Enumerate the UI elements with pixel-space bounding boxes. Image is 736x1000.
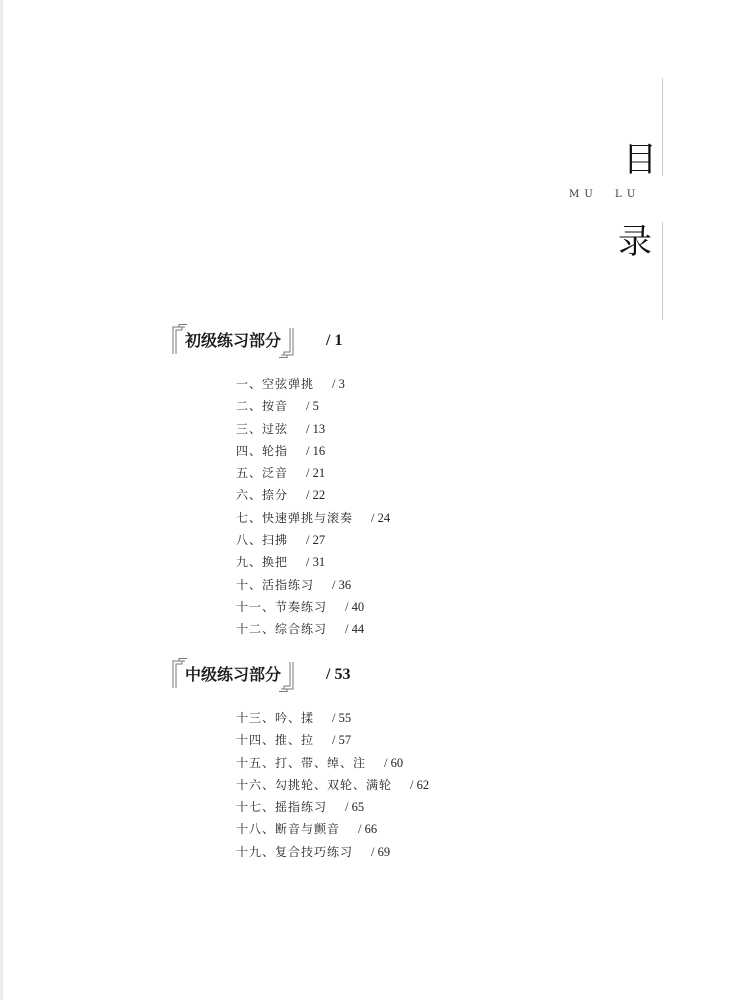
toc-entry[interactable] [236,796,429,818]
toc-entry-page: / 62 [410,777,430,792]
toc-entry-page: / 65 [345,800,365,815]
toc-entry-page: / 60 [384,755,404,770]
toc-entry-page: / 21 [306,466,326,481]
toc-entry-label: 七、快速弹挑与滚奏 [236,510,354,525]
toc-entry[interactable] [236,418,390,440]
toc-entry[interactable] [236,752,429,774]
toc-entry-page: / 24 [371,510,391,525]
toc-list-intermediate [236,707,429,863]
toc-entry-label: 六、捺分 [236,488,289,503]
toc-entry[interactable] [236,395,390,417]
toc-entry-page: / 36 [332,577,352,592]
toc-entry[interactable] [236,574,390,596]
toc-entry[interactable] [236,529,390,551]
book-page [3,0,736,1000]
toc-entry[interactable] [236,462,390,484]
section-page-number: / 53 [326,666,351,683]
toc-entry-label: 十七、摇指练习 [236,800,328,815]
title-character-lu: 录 [618,222,652,262]
toc-entry[interactable] [236,618,390,640]
toc-entry-page: / 5 [306,399,319,414]
toc-entry[interactable] [236,484,390,506]
section-page-number: / 1 [326,332,343,349]
title-divider-top [662,78,663,176]
toc-entry-label: 二、按音 [236,399,289,414]
toc-entry-page: / 55 [332,711,352,725]
toc-entry-label: 三、过弦 [236,421,289,436]
toc-entry-label: 十六、勾挑轮、双轮、满轮 [236,777,393,792]
toc-entry-label: 四、轮指 [236,443,289,458]
toc-entry[interactable] [236,440,390,462]
pinyin-mu: M U [569,189,594,200]
toc-entry[interactable] [236,818,429,840]
toc-entry-page: / 16 [306,443,326,458]
toc-list-elementary [236,373,390,641]
toc-entry-page: / 31 [306,555,326,570]
toc-entry-page: / 69 [371,844,391,859]
toc-entry[interactable] [236,596,390,618]
toc-entry-label: 十四、推、拉 [236,733,315,748]
toc-entry[interactable] [236,841,429,863]
toc-entry[interactable] [236,551,390,573]
section-title: 中级练习部分 [185,665,282,684]
toc-entry-page: / 27 [306,533,326,548]
toc-entry-page: / 66 [358,822,378,837]
pinyin-lu: L U [615,189,637,200]
title-character-mu: 目 [623,140,657,180]
toc-entry-label: 十九、复合技巧练习 [236,844,354,859]
toc-entry-label: 五、泛音 [236,466,289,481]
toc-entry-label: 十二、综合练习 [236,622,328,637]
toc-entry[interactable] [236,707,429,729]
toc-entry[interactable] [236,373,390,395]
section-title: 初级练习部分 [185,331,282,350]
toc-entry[interactable] [236,507,390,529]
toc-entry-page: / 13 [306,421,326,436]
toc-entry[interactable] [236,774,429,796]
title-divider-bottom [662,222,663,320]
toc-entry-label: 十三、吟、揉 [236,711,315,725]
toc-entry-page: / 3 [332,377,345,391]
toc-entry-label: 八、扫拂 [236,533,289,548]
toc-entry-page: / 22 [306,488,326,503]
toc-entry[interactable] [236,729,429,751]
toc-entry-label: 十五、打、带、绰、注 [236,755,367,770]
toc-entry-page: / 40 [345,599,365,614]
toc-entry-label: 十一、节奏练习 [236,599,328,614]
toc-entry-label: 十八、断音与颤音 [236,822,341,837]
toc-entry-label: 一、空弦弹挑 [236,377,315,391]
toc-entry-label: 九、换把 [236,555,289,570]
toc-entry-label: 十、活指练习 [236,577,315,592]
toc-entry-page: / 57 [332,733,352,748]
toc-entry-page: / 44 [345,622,365,637]
